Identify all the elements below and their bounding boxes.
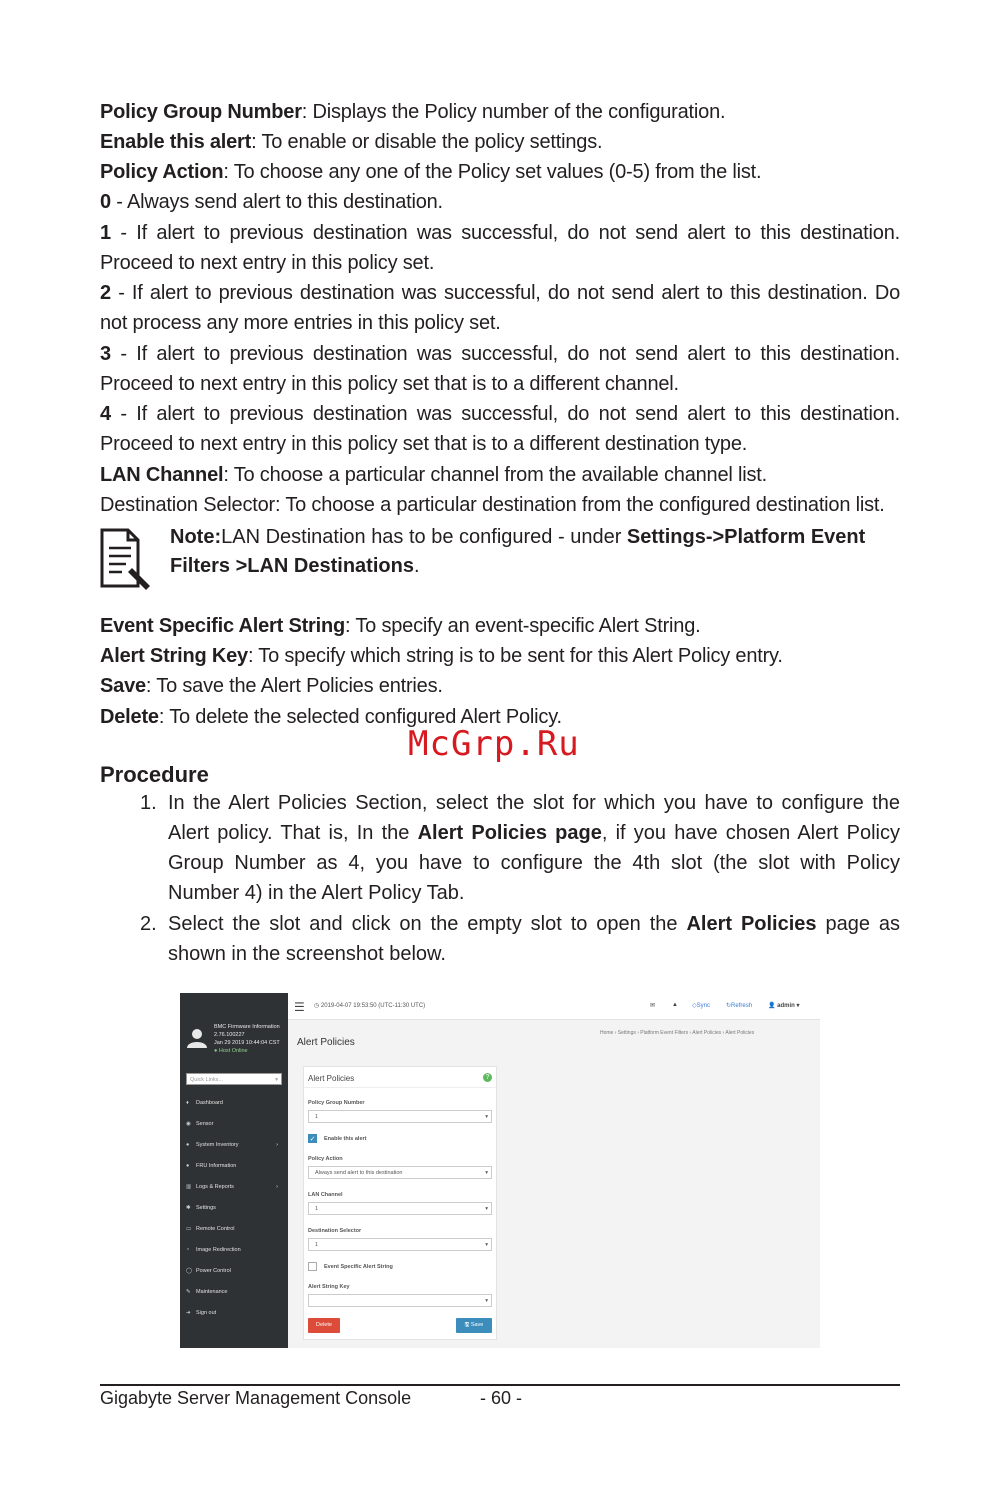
sidebar-item-system-inventory[interactable]: ● System Inventory › [186,1139,282,1151]
alert-policies-card [303,1066,497,1340]
sidebar-item-dashboard[interactable]: ♦ Dashboard [186,1097,282,1109]
chevron-right-icon: › [276,1184,278,1190]
mail-icon[interactable]: ✉ [650,1003,656,1009]
sidebar-item-sign-out[interactable]: ➜ Sign out [186,1307,282,1319]
chevron-down-icon: ▾ [485,1242,488,1248]
sidebar [180,993,288,1348]
definition-event-alert-string: Event Specific Alert String: To specify an event-specific Alert String. [100,615,701,637]
step-number: 1. [140,792,157,814]
power-icon: ◯ [186,1268,193,1274]
step-text: In the Alert Policies Section, select the slot for which you have to configure the Alert policy. That is, In the Alert Policies page, if you have chosen Alert Policy Group Number as 4, you have to configure the 4th slot (the slot with Policy Number 4) in the Alert Policy Tab. [168,792,900,904]
disc-icon: ◔ [186,1247,190,1253]
firmware-info [184,1023,286,1063]
sidebar-item-image-redirection[interactable]: ◔ Image Redirection [186,1244,282,1256]
firmware-title: BMC Firmware Information [214,1024,280,1030]
delete-button[interactable]: Delete [308,1318,340,1333]
dashboard-icon: ♦ [186,1100,189,1106]
hamburger-menu-icon[interactable]: ☰ [294,1000,305,1014]
chevron-right-icon: › [276,1142,278,1148]
definition-policy-action: Policy Action: To choose any one of the Policy set values (0-5) from the list. [100,161,762,183]
definition-delete: Delete: To delete the selected configured Alert Policy. [100,706,562,728]
lan-channel-label: LAN Channel [308,1192,343,1198]
definition-enable-alert: Enable this alert: To enable or disable the policy settings. [100,131,603,153]
help-icon[interactable]: ? [483,1073,492,1082]
timestamp: ◷ 2019-04-07 19:53:50 (UTC-11:30 UTC) [314,1003,426,1009]
watermark: McGrp.Ru [408,724,580,764]
destination-selector-select[interactable]: 1 ▾ [308,1238,492,1251]
lan-channel-select[interactable]: 1 ▾ [308,1202,492,1215]
sidebar-item-remote-control[interactable]: ▭ Remote Control [186,1223,282,1235]
page-number: - 60 - [480,1388,523,1408]
card-title: Alert Policies [308,1074,355,1083]
policy-value-3: 3 - If alert to previous destination was successful, do not send alert to this destination. Proceed to next entry in this policy set that is to a different channel. [100,343,900,395]
enable-alert-checkbox[interactable]: ✓ [309,1136,316,1143]
policy-value-4: 4 - If alert to previous destination was successful, do not send alert to this destination. Proceed to next entry in this policy set that is to a different destination type. [100,403,900,455]
definition-alert-string-key: Alert String Key: To specify which string is to be sent for this Alert Policy entry. [100,645,783,667]
sidebar-item-fru-information[interactable]: ● FRU Information [186,1160,282,1172]
chevron-down-icon: ▾ [485,1114,488,1120]
policy-value-2: 2 - If alert to previous destination was successful, do not send alert to this destination. Do not process any more entries in this policy set. [100,282,900,334]
note-icon [98,524,156,592]
firmware-date: Jan 29 2019 10:44:04 CST [214,1040,280,1046]
event-alert-string-checkbox[interactable] [308,1262,317,1271]
sidebar-item-sensor[interactable]: ◉ Sensor [186,1118,282,1130]
definition-lan-channel: LAN Channel: To choose a particular channel from the available channel list. [100,464,767,486]
chevron-down-icon: ▾ [275,1077,278,1083]
event-alert-string-label: Event Specific Alert String [324,1264,393,1270]
footer-title: Gigabyte Server Management Console [100,1388,412,1408]
policy-action-select[interactable]: Always send alert to this destination ▾ [308,1166,492,1179]
policy-group-select[interactable]: 1 ▾ [308,1110,492,1123]
gear-icon: ✱ [186,1205,191,1211]
sidebar-item-power-control[interactable]: ◯ Power Control [186,1265,282,1277]
definition-destination-selector: Destination Selector: To choose a particular destination from the configured destination list. [100,494,885,516]
step-text: Select the slot and click on the empty slot to open the Alert Policies page as shown in the screenshot below. [168,913,901,965]
chevron-down-icon: ▾ [485,1298,488,1304]
inventory-icon: ● [186,1142,190,1148]
sensor-icon: ◉ [186,1121,191,1127]
note-text: Note:LAN Destination has to be configured - under Settings->Platform Event Filters >LAN Destinations. [170,526,866,577]
breadcrumb: Home › Settings › Platform Event Filters › Alert Policies › Alert Policies [600,1030,755,1036]
policy-group-label: Policy Group Number [308,1100,365,1106]
alert-string-key-select[interactable] [308,1294,492,1307]
user-avatar-icon [186,1027,208,1049]
user-menu[interactable]: 👤 admin ▾ [768,1003,800,1009]
sidebar-item-maintenance[interactable]: ✎ Maintenance [186,1286,282,1298]
policy-value-1: 1 - If alert to previous destination was successful, do not send alert to this destination. Proceed to next entry in this policy set. [100,222,900,274]
sidebar-item-logs-reports[interactable]: ▥ Logs & Reports › [186,1181,282,1193]
top-bar [288,993,820,1020]
policy-value-0: 0 - Always send alert to this destination. [100,191,443,213]
sidebar-item-settings[interactable]: ✱ Settings [186,1202,282,1214]
info-icon: ● [186,1163,190,1169]
embedded-screenshot [180,993,820,1348]
chevron-down-icon: ▾ [485,1170,488,1176]
chevron-down-icon: ▾ [485,1206,488,1212]
host-status: ● Host Online [214,1048,248,1054]
sync-button[interactable]: ◇Sync [692,1003,710,1009]
footer-divider [100,1384,900,1386]
warning-icon[interactable]: ▲ [672,1002,678,1008]
policy-action-label: Policy Action [308,1156,343,1162]
refresh-button[interactable]: ↻Refresh [726,1003,753,1009]
chart-icon: ▥ [186,1184,192,1190]
step-number: 2. [140,913,157,935]
alert-string-key-label: Alert String Key [308,1284,350,1290]
definition-save: Save: To save the Alert Policies entries. [100,675,443,697]
procedure-heading: Procedure [100,762,209,787]
enable-alert-label: Enable this alert [324,1136,367,1142]
quick-links-select[interactable]: Quick Links... ▾ [186,1073,282,1085]
destination-selector-label: Destination Selector [308,1228,362,1234]
save-button[interactable]: 🖫 Save [456,1318,492,1333]
wrench-icon: ✎ [186,1289,191,1295]
firmware-version: 2.76.100227 [214,1032,245,1038]
divider [304,1087,496,1088]
page-title: Alert Policies [297,1037,355,1048]
definition-policy-group-number: Policy Group Number: Displays the Policy number of the configuration. [100,101,726,123]
sign-out-icon: ➜ [186,1310,191,1316]
monitor-icon: ▭ [186,1226,192,1232]
